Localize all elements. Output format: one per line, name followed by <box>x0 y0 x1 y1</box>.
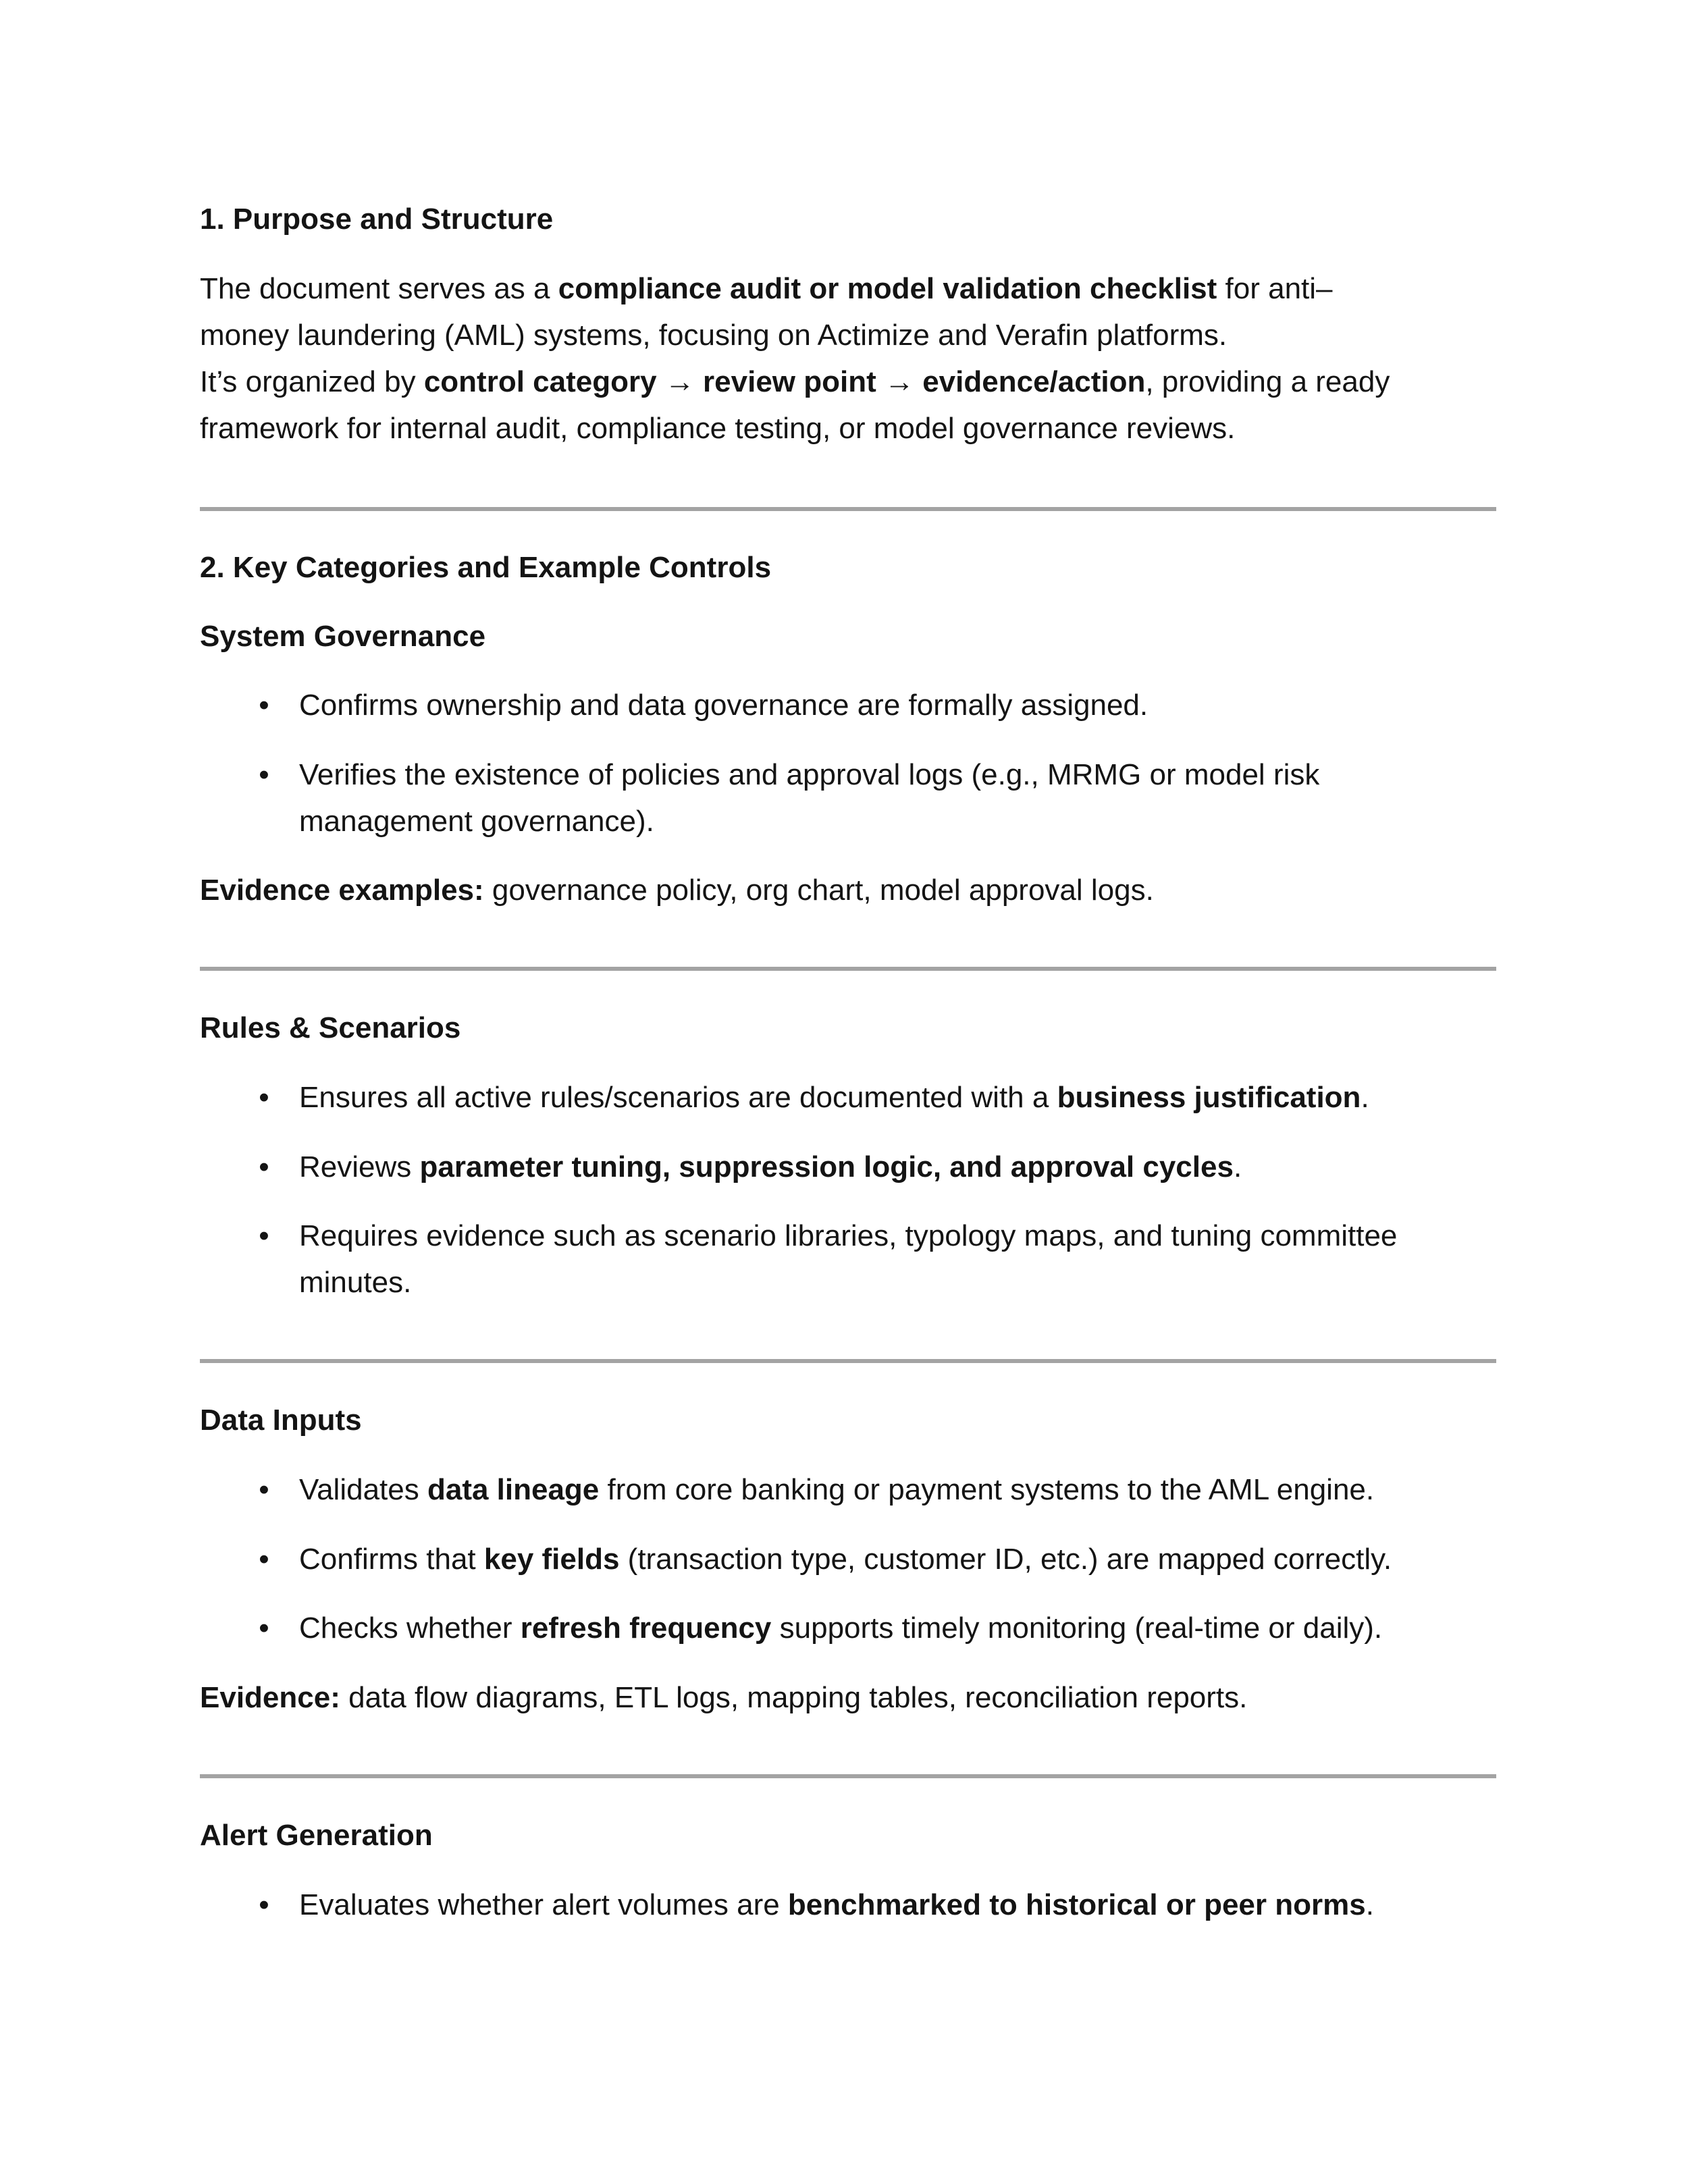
evidence-examples-line: Evidence examples: governance policy, org chart, model approval logs. <box>200 874 1154 907</box>
horizontal-rule <box>200 1774 1496 1778</box>
horizontal-rule <box>200 1359 1496 1363</box>
bullet-icon: • <box>259 1473 269 1506</box>
purpose-line-2: money laundering (AML) systems, focusing on Actimize and Verafin platforms. <box>200 319 1228 352</box>
purpose-line-4: framework for internal audit, compliance testing, or model governance reviews. <box>200 412 1236 445</box>
bullet-icon: • <box>259 1888 269 1921</box>
bullet-icon: • <box>259 758 269 791</box>
subheading-data-inputs: Data Inputs <box>200 1404 362 1437</box>
bullet-icon: • <box>259 1081 269 1114</box>
section-heading-key-categories: 2. Key Categories and Example Controls <box>200 551 772 584</box>
bullet-icon: • <box>259 1219 269 1252</box>
bullet-icon: • <box>259 1612 269 1645</box>
bullet-icon: • <box>259 1543 269 1576</box>
purpose-line-3: It’s organized by control category → review point → evidence/action, providing a ready <box>200 365 1390 398</box>
bullet-icon: • <box>259 1150 269 1183</box>
horizontal-rule <box>200 507 1496 511</box>
evidence-line: Evidence: data flow diagrams, ETL logs, mapping tables, reconciliation reports. <box>200 1681 1248 1714</box>
horizontal-rule <box>200 967 1496 971</box>
section-heading-purpose: 1. Purpose and Structure <box>200 203 554 236</box>
purpose-line-1: The document serves as a compliance audit or model validation checklist for anti– <box>200 272 1333 305</box>
subheading-rules-scenarios: Rules & Scenarios <box>200 1011 461 1044</box>
subheading-alert-generation: Alert Generation <box>200 1819 433 1852</box>
purpose-paragraph <box>200 265 1496 452</box>
subheading-system-governance: System Governance <box>200 620 486 653</box>
bullet-icon: • <box>259 689 269 722</box>
